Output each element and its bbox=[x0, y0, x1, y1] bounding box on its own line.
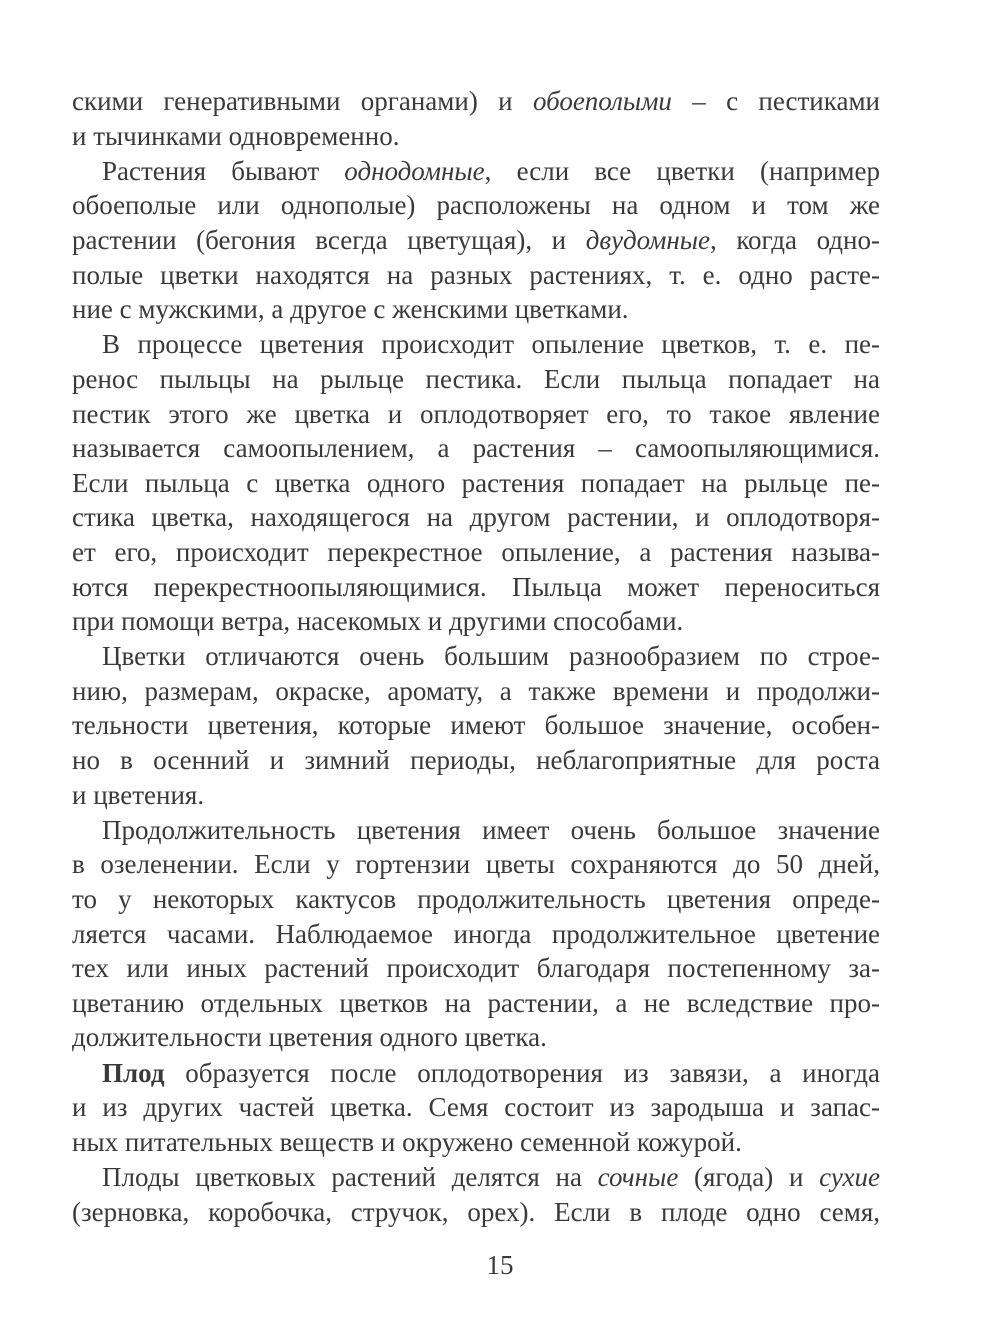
text-line bbox=[72, 154, 880, 189]
text-run: скими генеративными органами) и bbox=[72, 86, 533, 116]
text-line: ет его, происходит перекрестное опыление, а растения называ- bbox=[72, 536, 880, 567]
paragraph-6 bbox=[72, 1056, 880, 1160]
text-run: , если все цветки (например bbox=[484, 155, 880, 186]
paragraph-3 bbox=[72, 327, 880, 638]
paragraph-2 bbox=[72, 154, 880, 327]
text-line: и цветения. bbox=[72, 779, 205, 810]
text-line bbox=[72, 1056, 880, 1091]
italic-term: сочные bbox=[597, 1161, 679, 1192]
text-run: Растения бывают bbox=[102, 155, 345, 186]
text-line: то у некоторых кактусов продолжительность цветения опреде- bbox=[72, 884, 880, 915]
text-line: ляется часами. Наблюдаемое иногда продолжительное цветение bbox=[72, 918, 880, 949]
text-line: Цветки отличаются очень большим разнообразием по строе- bbox=[102, 641, 880, 672]
text-line: при помощи ветра, насекомых и другими способами. bbox=[72, 606, 684, 637]
text-line: (зерновка, коробочка, стручок, орех). Если в плоде одно семя, bbox=[72, 1196, 880, 1227]
text-line: но в осенний и зимний периоды, неблагоприятные для роста bbox=[72, 745, 880, 776]
text-line: обоеполые или однополые) расположены на одном и том же bbox=[72, 190, 880, 221]
text-line: и из других частей цветка. Семя состоит из зародыша и запас- bbox=[72, 1092, 880, 1123]
text-run: Плоды цветковых растений делятся на bbox=[102, 1161, 598, 1192]
text-run: – с пестиками bbox=[671, 86, 880, 116]
bold-term: Плод bbox=[102, 1057, 165, 1088]
text-line: пестик этого же цветка и оплодотворяет его, то такое явление bbox=[72, 398, 880, 429]
text-line: ренос пыльцы на рыльце пестика. Если пыльца попадает на bbox=[72, 363, 880, 394]
text-line: и тычинками одновременно. bbox=[72, 120, 400, 151]
page-body bbox=[72, 84, 880, 1229]
text-run: растении (бегония всегда цветущая), и bbox=[72, 224, 586, 255]
text-line: цветанию отдельных цветков на растении, а не вследствие про- bbox=[72, 987, 880, 1018]
text-line: в озеленении. Если у гортензии цветы сохраняются до 50 дней, bbox=[72, 849, 880, 880]
paragraph-7 bbox=[72, 1160, 880, 1229]
italic-term: обоеполыми bbox=[532, 86, 672, 116]
text-line: тельности цветения, которые имеют большое значение, особен- bbox=[72, 710, 880, 741]
italic-term: однодомные bbox=[344, 155, 485, 186]
text-run: (ягода) и bbox=[678, 1161, 820, 1192]
text-line: стика цветка, находящегося на другом растении, и оплодотворя- bbox=[72, 502, 880, 533]
text-run: образуется после оплодотворения из завязи, а иногда bbox=[164, 1057, 880, 1088]
text-line bbox=[72, 1160, 880, 1195]
italic-term: двудомные bbox=[585, 224, 710, 255]
text-run: , когда одно- bbox=[710, 224, 880, 255]
text-line: нию, размерам, окраске, аромату, а также времени и продолжи- bbox=[72, 675, 880, 706]
text-line: ние с мужскими, а другое с женскими цветками. bbox=[72, 294, 629, 325]
paragraph-1 bbox=[72, 84, 880, 153]
paragraph-5 bbox=[72, 813, 880, 1055]
text-line: В процессе цветения происходит опыление цветков, т. е. пе- bbox=[102, 329, 880, 360]
text-line: Если пыльца с цветка одного растения попадает на рыльце пе- bbox=[72, 467, 880, 498]
text-line: тех или иных растений происходит благодаря постепенному за- bbox=[72, 953, 880, 984]
text-line: ных питательных веществ и окружено семенной кожурой. bbox=[72, 1126, 742, 1157]
italic-term: сухие bbox=[819, 1161, 880, 1192]
text-line: Продолжительность цветения имеет очень большое значение bbox=[102, 814, 880, 845]
text-line: ются перекрестноопыляющимися. Пыльца может переноситься bbox=[72, 571, 880, 602]
paragraph-4 bbox=[72, 639, 880, 812]
text-line bbox=[72, 84, 880, 119]
text-line bbox=[72, 223, 880, 258]
text-line: полые цветки находятся на разных растениях, т. е. одно расте- bbox=[72, 259, 880, 290]
page-number: 15 bbox=[486, 1250, 514, 1280]
text-line: называется самоопылением, а растения – самоопыляющимися. bbox=[72, 433, 880, 464]
text-line: должительности цветения одного цветка. bbox=[72, 1022, 547, 1053]
